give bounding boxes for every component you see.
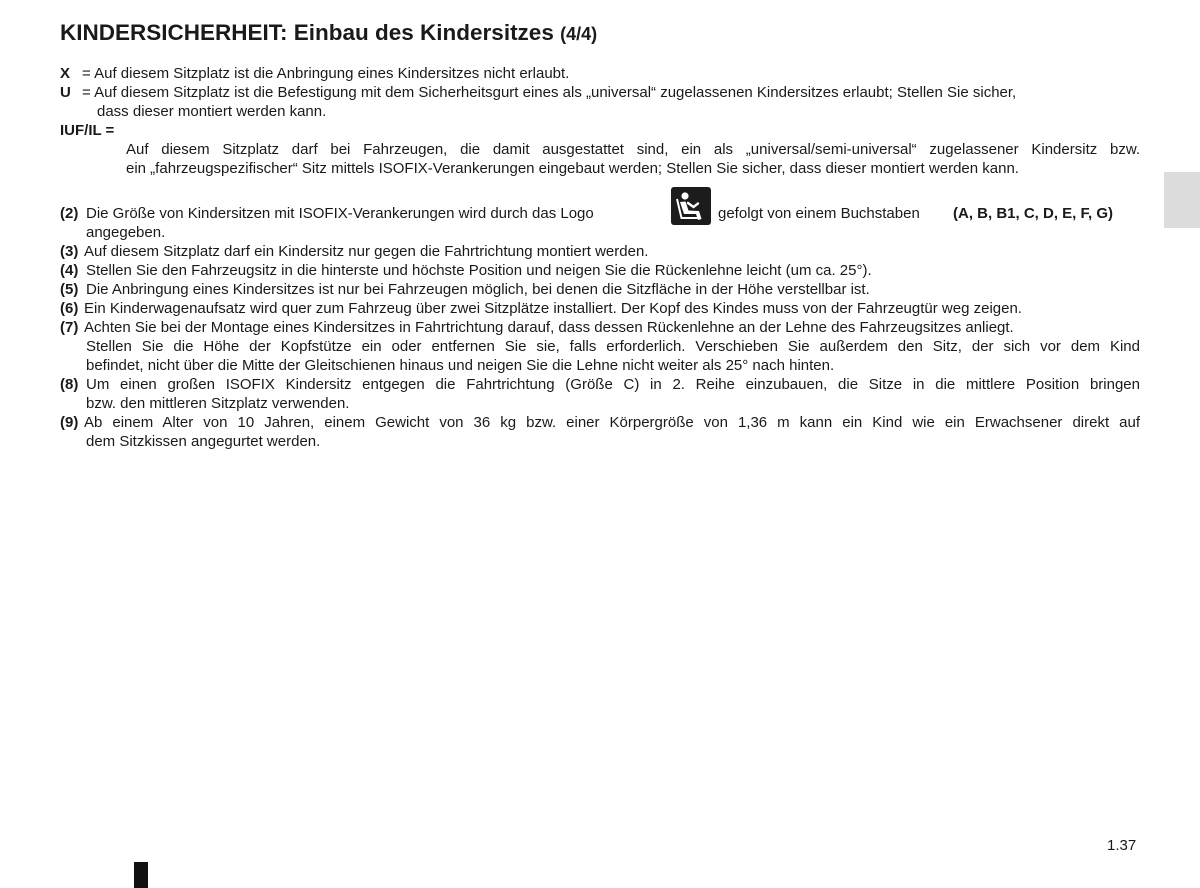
title-part: (4/4) [560,24,598,44]
legend-x-key: X [60,65,71,82]
note-number: (6) [60,300,79,317]
note-7-line1: Achten Sie bei der Montage eines Kindersitzes in Fahrtrichtung darauf, dass dessen Rückenlehne an der Lehne des Fahrzeugsitzes anliegt. [84,319,1014,336]
note-6-text: Ein Kinderwagenaufsatz wird quer zum Fahrzeug über zwei Sitzplätze installiert. Der Kopf des Kindes muss von der Fahrzeugtür weg zeigen. [84,300,1022,317]
note-number: (3) [60,243,79,260]
note-3-text: Auf diesem Sitzplatz darf ein Kindersitz nur gegen die Fahrtrichtung montiert werden. [84,243,649,260]
page-title [60,20,597,46]
page-number: 1.37 [1107,837,1137,854]
note-number: (8) [60,376,79,393]
note-number: (2) [60,205,79,222]
note-2-line2: angegeben. [86,224,166,241]
legend-u-line2: dass dieser montiert werden kann. [97,103,327,120]
legend-x-text: = Auf diesem Sitzplatz ist die Anbringung eines Kindersitzes nicht erlaubt. [82,65,570,82]
note-7-line2: Stellen Sie die Höhe der Kopfstütze ein oder entfernen Sie sie, falls erforderlich. Verschieben Sie außerdem den Sitz, der sich vor dem Kind [86,338,1140,355]
note-8-line2: bzw. den mittleren Sitzplatz verwenden. [86,395,350,412]
note-8-line1: Um einen großen ISOFIX Kindersitz entgegen die Fahrtrichtung (Größe C) in 2. Reihe einzubauen, die Sitze in die mittlere Position bringen [86,376,1140,393]
note-4-text: Stellen Sie den Fahrzeugsitz in die hinterste und höchste Position und neigen Sie die Rückenlehne leicht (um ca. 25°). [86,262,872,279]
legend-u-key: U [60,84,71,101]
note-2-post: gefolgt von einem Buchstaben [718,205,920,222]
note-7-line3: befindet, nicht über die Mitte der Gleitschienen hinaus und neigen Sie die Lehne nicht weiter als 25° nach hinten. [86,357,835,374]
note-number: (5) [60,281,79,298]
note-number: (4) [60,262,79,279]
isofix-child-seat-icon [671,187,711,225]
section-tab-marker [1164,172,1200,228]
legend-u-line1: = Auf diesem Sitzplatz ist die Befestigung mit dem Sicherheitsgurt eines als „universal“ zugelassenen Kindersitzes erlaubt; Stellen Sie sicher, [82,84,1017,101]
legend-iuf-line1: Auf diesem Sitzplatz darf bei Fahrzeugen, die damit ausgestattet sind, ein als „universal/semi-universal“ zugelassener Kindersitz bzw. [126,141,1140,158]
legend-iuf-key: IUF/IL = [60,122,115,139]
note-9-line2: dem Sitzkissen angegurtet werden. [86,433,321,450]
note-2-pre: Die Größe von Kindersitzen mit ISOFIX-Verankerungen wird durch das Logo [86,205,594,222]
note-5-text: Die Anbringung eines Kindersitzes ist nur bei Fahrzeugen möglich, bei denen die Sitzfläche in der Höhe verstellbar ist. [86,281,870,298]
title-main: KINDERSICHERHEIT: Einbau des Kindersitzes [60,20,554,45]
note-number: (9) [60,414,79,431]
legend-iuf-line2: ein „fahrzeugspezifischer“ Sitz mittels ISOFIX-Verankerungen eingebaut werden; Stellen Sie sicher, dass dieser montiert werden kann. [126,160,1019,177]
page-edge-marker [134,862,148,888]
note-number: (7) [60,319,79,336]
note-9-line1: Ab einem Alter von 10 Jahren, einem Gewicht von 36 kg bzw. einer Körpergröße von 1,36 m kann ein Kind wie ein Erwachsener direkt auf [84,414,1140,431]
note-2-letters: (A, B, B1, C, D, E, F, G) [953,205,1114,222]
